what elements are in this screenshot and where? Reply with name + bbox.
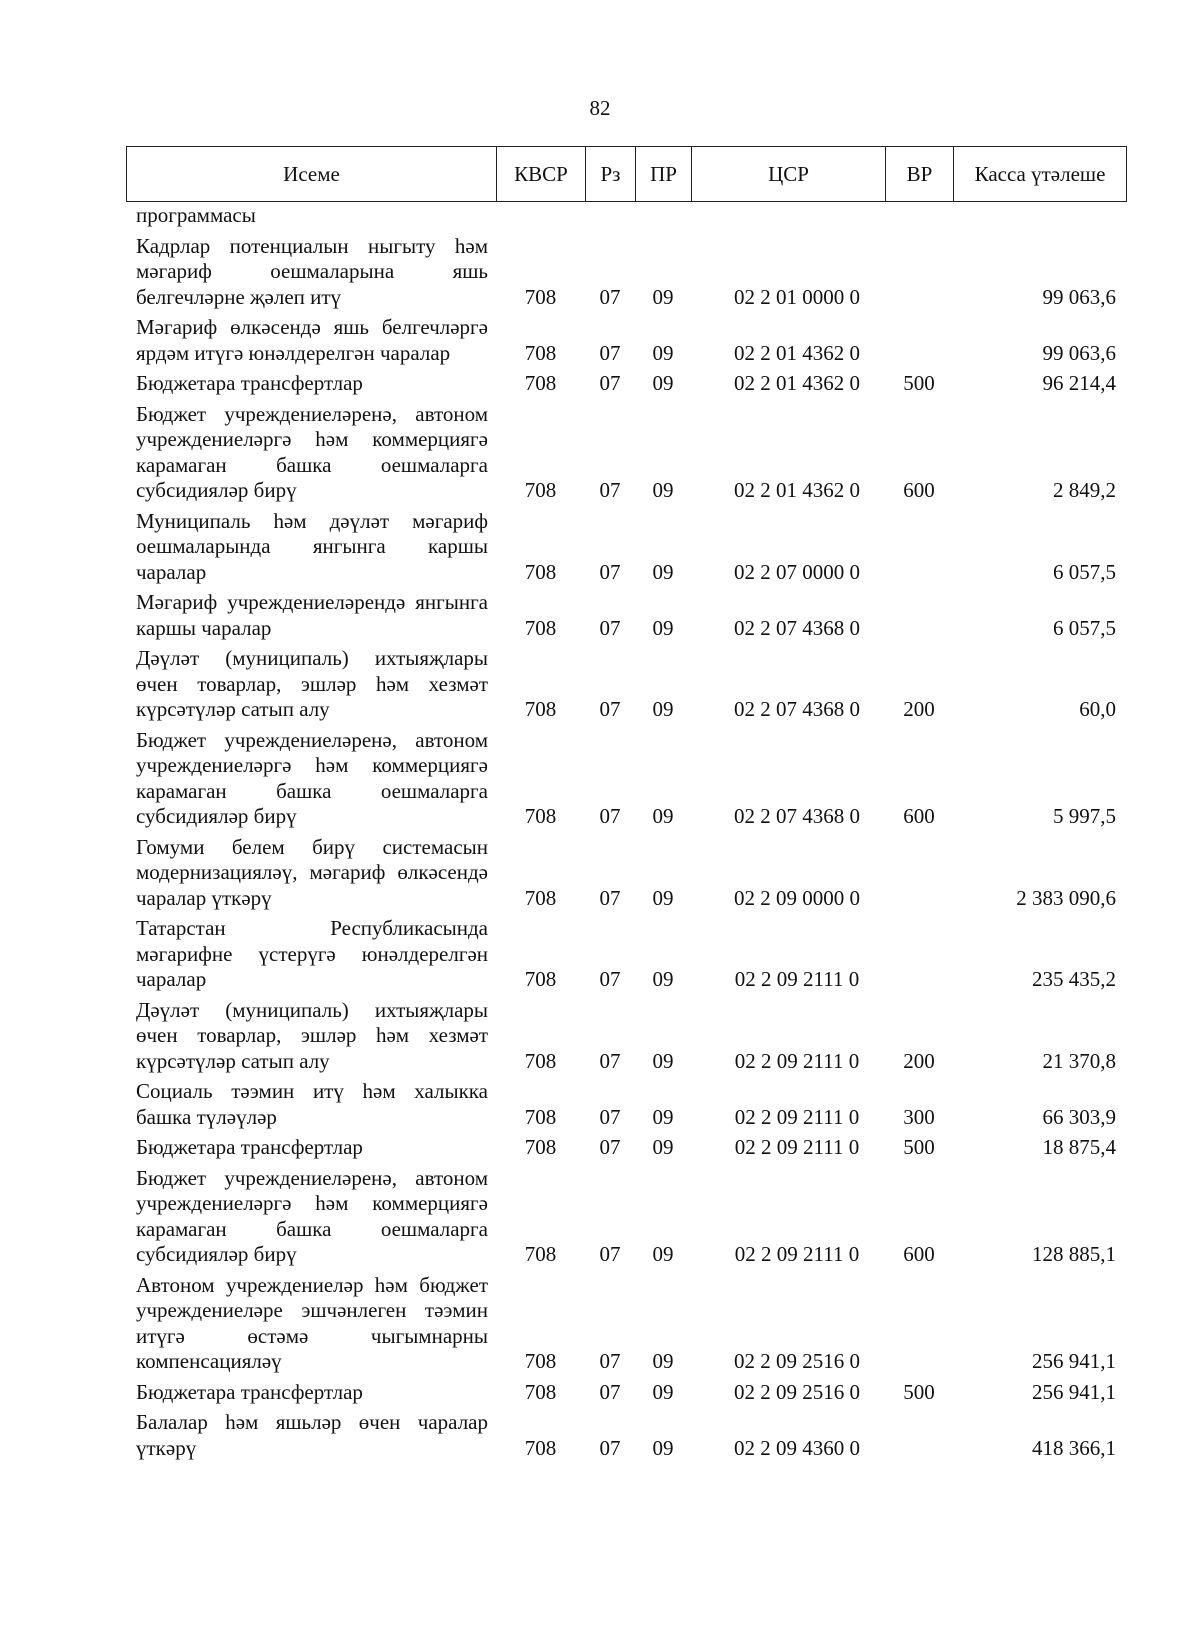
cell-rz: 07 [599,885,621,910]
table-row [126,1375,1126,1406]
cell-tsr: 02 2 01 4362 0 [734,340,860,365]
table-row [126,723,1126,830]
cell-name: Бюджет учреждениеләренә, автоном учреждениеләргә һәм коммерциягә карамаган башка оешмаларга субсидияләр бирү [136,401,488,502]
cell-tsr: 02 2 07 4368 0 [734,697,860,721]
cell-pr: 09 [652,967,674,991]
cell-rz: 07 [599,1379,621,1404]
table-row [126,229,1126,311]
cell-kvsr: 708 [524,697,557,721]
cell-rz: 07 [599,1048,621,1073]
cell-name: Муниципаль һәм дәүләт мәгариф оешмаларында янгынга каршы чаралар [136,508,488,584]
cell-sum: 256 941,1 [1032,1349,1116,1373]
cell-sum: 418 366,1 [1032,1435,1116,1460]
cell-sum: 2 849,2 [1053,478,1116,502]
cell-tsr: 02 2 09 0000 0 [734,885,860,910]
cell-vr [885,911,953,993]
cell-vr: 300 [903,1104,935,1129]
cell-pr: 09 [652,615,674,640]
cell-vr [885,830,953,912]
cell-sum: 99 063,6 [1042,284,1116,309]
cell-tsr: 02 2 01 0000 0 [734,284,860,309]
table-row [126,993,1126,1075]
cell-kvsr: 708 [524,1135,557,1159]
cell-sum: 6 057,5 [1053,559,1116,584]
cell-name: Автоном учреждениеләр һәм бюджет учреждениеләре эшчәнлеген тәэмин итүгә өстәмә чыгымнарны компенсацияләү [136,1272,488,1373]
cell-tsr: 02 2 07 0000 0 [734,559,860,584]
cell-sum: 256 941,1 [1032,1379,1116,1404]
cell-vr [885,229,953,311]
cell-pr: 09 [652,371,674,395]
cell-sum: 6 057,5 [1053,615,1116,640]
cell-tsr: 02 2 09 4360 0 [734,1435,860,1460]
cell-rz: 07 [599,371,621,395]
cell-kvsr: 708 [524,1379,557,1404]
cell-kvsr: 708 [524,1104,557,1129]
table-row [126,397,1126,504]
table-row [126,1405,1126,1461]
cell-name: Бюджет учреждениеләренә, автоном учреждениеләргә һәм коммерциягә карамаган башка оешмаларга субсидияләр бирү [136,1165,488,1266]
cell-name: Балалар һәм яшьләр өчен чаралар үткәрү [136,1410,488,1460]
cell-pr: 09 [652,1048,674,1073]
cell-sum: 128 885,1 [1032,1242,1116,1266]
header-sum: Касса үтәлеше [954,147,1127,202]
cell-kvsr: 708 [524,1242,557,1266]
cell-rz: 07 [599,1242,621,1266]
cell-vr: 200 [903,697,935,721]
cell-vr [885,1405,953,1461]
cell-tsr: 02 2 09 2111 0 [734,1048,860,1073]
cell-pr: 09 [652,559,674,584]
cell-name: Дәүләт (муниципаль) ихтыяҗлары өчен товарлар, эшләр һәм хезмәт күрсәтүләр сатып алу [136,997,488,1073]
table-row [126,1161,1126,1268]
cell-rz: 07 [599,1135,621,1159]
cell-rz: 07 [599,559,621,584]
cell-rz: 07 [599,804,621,828]
header-pr: ПР [636,147,692,202]
cell-name: Гомуми белем бирү системасын модернизацияләү, мәгариф өлкәсендә чаралар үткәрү [136,834,488,910]
cell-sum: 66 303,9 [1042,1104,1116,1129]
cell-kvsr: 708 [524,615,557,640]
cell-sum: 2 383 090,6 [1016,885,1116,910]
table-row [126,1074,1126,1130]
cell-tsr: 02 2 01 4362 0 [734,371,860,395]
table-row [126,1268,1126,1375]
cell-pr: 09 [652,1242,674,1266]
cell-vr [885,585,953,641]
cell-pr: 09 [652,284,674,309]
header-tsr: ЦСР [692,147,886,202]
continuation-text: программасы [136,203,256,227]
cell-name: Социаль тәэмин итү һәм халыкка башка түләүләр [136,1079,488,1129]
cell-pr: 09 [652,885,674,910]
table-body [126,203,1126,1461]
table-row [126,1130,1126,1161]
cell-name: Бюджетара трансфертлар [136,371,363,395]
table-row [126,830,1126,912]
table-row [126,911,1126,993]
cell-rz: 07 [599,1349,621,1373]
cell-sum: 96 214,4 [1042,371,1116,395]
cell-tsr: 02 2 09 2516 0 [734,1349,860,1373]
cell-vr: 200 [903,1048,935,1073]
budget-table [126,203,1126,1461]
cell-vr: 600 [903,1242,935,1266]
cell-pr: 09 [652,1379,674,1404]
cell-tsr: 02 2 09 2111 0 [734,1242,860,1266]
cell-pr: 09 [652,1349,674,1373]
cell-rz: 07 [599,697,621,721]
cell-tsr: 02 2 07 4368 0 [734,804,860,828]
continuation-row [126,203,1126,229]
table-row [126,310,1126,366]
cell-kvsr: 708 [524,1435,557,1460]
cell-sum: 5 997,5 [1053,804,1116,828]
table-row [126,366,1126,397]
cell-rz: 07 [599,967,621,991]
cell-kvsr: 708 [524,340,557,365]
cell-tsr: 02 2 09 2111 0 [734,1104,860,1129]
cell-kvsr: 708 [524,284,557,309]
page-number: 82 [589,96,611,120]
cell-vr: 500 [903,1379,935,1404]
cell-tsr: 02 2 09 2516 0 [734,1379,860,1404]
cell-kvsr: 708 [524,804,557,828]
cell-sum: 60,0 [1079,697,1116,721]
cell-pr: 09 [652,1435,674,1460]
cell-pr: 09 [652,1104,674,1129]
cell-pr: 09 [652,340,674,365]
table-row [126,641,1126,723]
table-row [126,585,1126,641]
cell-name: Мәгариф өлкәсендә яшь белгечләргә ярдәм итүгә юнәлдерелгән чаралар [136,315,488,365]
cell-tsr: 02 2 01 4362 0 [734,478,860,502]
cell-kvsr: 708 [524,1048,557,1073]
cell-rz: 07 [599,1104,621,1129]
cell-kvsr: 708 [524,885,557,910]
cell-tsr: 02 2 09 2111 0 [734,967,860,991]
cell-name: Бюджетара трансфертлар [136,1135,363,1159]
header-rz: Рз [586,147,636,202]
cell-kvsr: 708 [524,478,557,502]
cell-vr: 600 [903,804,935,828]
cell-rz: 07 [599,1435,621,1460]
cell-vr [885,1268,953,1375]
cell-name: Дәүләт (муниципаль) ихтыяҗлары өчен товарлар, эшләр һәм хезмәт күрсәтүләр сатып алу [136,646,488,721]
cell-vr: 500 [903,1135,935,1159]
table-header [126,146,1127,202]
cell-pr: 09 [652,478,674,502]
cell-rz: 07 [599,340,621,365]
cell-vr [885,310,953,366]
header-kvsr: КВСР [497,147,586,202]
cell-tsr: 02 2 07 4368 0 [734,615,860,640]
cell-tsr: 02 2 09 2111 0 [734,1135,860,1159]
cell-kvsr: 708 [524,559,557,584]
cell-pr: 09 [652,697,674,721]
cell-kvsr: 708 [524,1349,557,1373]
cell-name: Татарстан Республикасында мәгарифне үстерүгә юнәлдерелгән чаралар [136,916,488,991]
cell-rz: 07 [599,284,621,309]
cell-name: Бюджетара трансфертлар [136,1379,363,1404]
cell-name: Мәгариф учреждениеләрендә янгынга каршы чаралар [136,590,488,640]
cell-vr: 600 [903,478,935,502]
cell-kvsr: 708 [524,967,557,991]
cell-kvsr: 708 [524,371,557,395]
cell-sum: 21 370,8 [1042,1048,1116,1073]
cell-sum: 99 063,6 [1042,340,1116,365]
cell-vr: 500 [903,371,935,395]
cell-sum: 235 435,2 [1032,967,1116,991]
cell-pr: 09 [652,1135,674,1159]
cell-name: Кадрлар потенциалын ныгыту һәм мәгариф оешмаларына яшь белгечләрне җәлеп итү [136,233,488,309]
cell-name: Бюджет учреждениеләренә, автоном учреждениеләргә һәм коммерциягә карамаган башка оешмаларга субсидияләр бирү [136,727,488,828]
header-name: Исеме [127,147,497,202]
header-vr: ВР [886,147,954,202]
cell-rz: 07 [599,478,621,502]
table-row [126,504,1126,586]
cell-pr: 09 [652,804,674,828]
cell-sum: 18 875,4 [1042,1135,1116,1159]
cell-vr [885,504,953,586]
cell-rz: 07 [599,615,621,640]
